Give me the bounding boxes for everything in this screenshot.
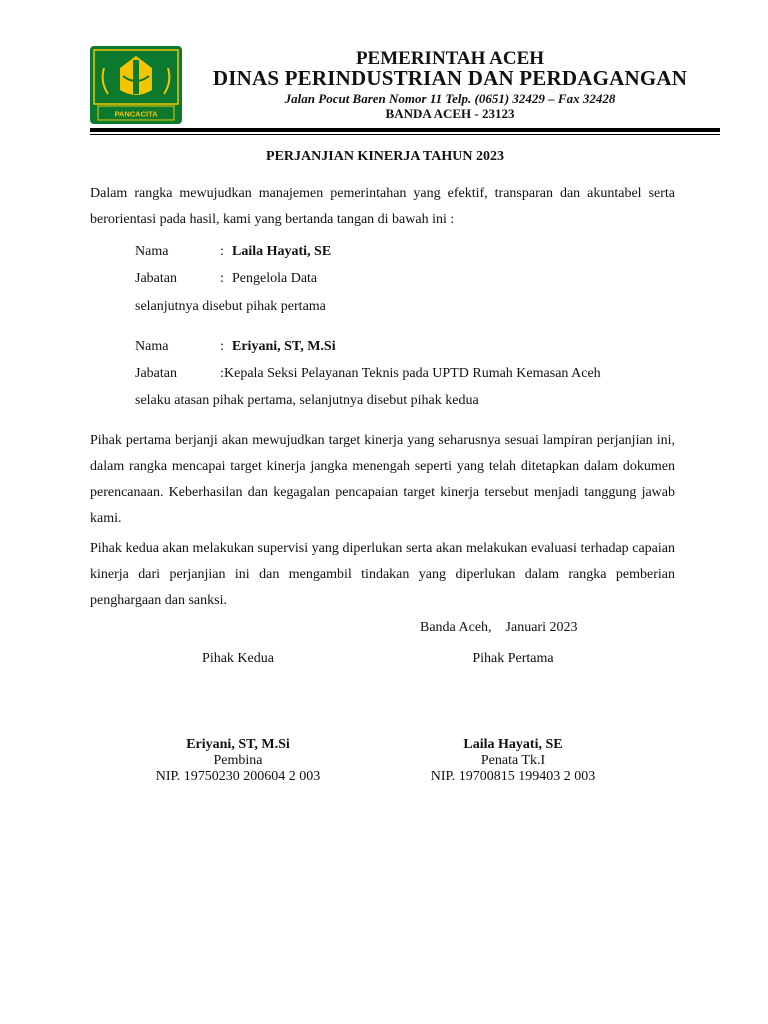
commitment-paragraph: Pihak pertama berjanji akan mewujudkan target kinerja yang seharusnya sesuai lampiran perjanjian ini, dalam rangka mencapai target kinerja jangka menengah seperti yang telah ditetapkan dalam dokumen perencanaan. Keberhasilan dan kegagalan pencapaian target kinerja tersebut menjadi tanggung jawab kami. (90, 433, 675, 526)
letterhead-agency: DINAS PERINDUSTRIAN DAN PERDAGANGAN (212, 66, 688, 90)
party1-position: Pengelola Data (232, 271, 318, 286)
left-signature-block (118, 737, 358, 785)
party2-position-row (135, 366, 601, 382)
aceh-coat-of-arms-logo (90, 46, 182, 124)
logo-text: PANCACITA (114, 109, 158, 119)
intro-paragraph: Dalam rangka mewujudkan manajemen pemerintahan yang efektif, transparan dan akuntabel serta berorientasi pada hasil, kami yang bertanda tangan di bawah ini : (90, 186, 675, 227)
document-title: PERJANJIAN KINERJA TAHUN 2023 (266, 149, 504, 164)
left-signatory-nip: NIP. 19750230 200604 2 003 (155, 769, 321, 784)
party1-name-colon: : (220, 244, 224, 259)
party1-name-label: Nama (135, 244, 169, 259)
party2-position-colon: : (220, 366, 224, 381)
letterhead-thick-rule (90, 128, 720, 132)
party1-position-label: Jabatan (135, 271, 177, 286)
place-date: Banda Aceh, Januari 2023 (420, 620, 578, 635)
supervision-paragraph: Pihak kedua akan melakukan supervisi yang diperlukan serta akan melakukan evaluasi terhadap capaian kinerja dari perjanjian ini dan mengambil tindakan yang diperlukan dalam rangka pemberian penghargaan dan sanksi. (90, 541, 675, 608)
right-signature-block (393, 737, 633, 785)
party1-name: Laila Hayati, SE (232, 244, 332, 259)
left-signatory-rank: Pembina (213, 753, 263, 768)
party1-position-colon: : (220, 271, 224, 286)
right-signatory-rank: Penata Tk.I (480, 753, 546, 768)
party2-position-label: Jabatan (135, 366, 177, 381)
party1-name-row (135, 244, 331, 260)
letterhead-address: Jalan Pocut Baren Nomor 11 Telp. (0651) 32429 – Fax 32428 (284, 91, 616, 106)
right-signatory-nip: NIP. 19700815 199403 2 003 (430, 769, 596, 784)
party2-name: Eriyani, ST, M.Si (232, 339, 336, 354)
party2-name-colon: : (220, 339, 224, 354)
letterhead-government: PEMERINTAH ACEH (355, 48, 545, 69)
party2-name-row (135, 339, 336, 355)
party2-position: Kepala Seksi Pelayanan Teknis pada UPTD Rumah Kemasan Aceh (224, 366, 601, 381)
letterhead-thin-rule (90, 134, 720, 135)
left-signatory-name: Eriyani, ST, M.Si (186, 737, 290, 752)
letterhead-city: BANDA ACEH - 23123 (385, 106, 515, 121)
left-signatory-role: Pihak Kedua (202, 651, 274, 666)
right-signatory-name: Laila Hayati, SE (463, 737, 563, 752)
right-signatory-role: Pihak Pertama (472, 651, 554, 666)
party2-name-label: Nama (135, 339, 169, 354)
party1-position-row (135, 271, 317, 287)
party1-note: selanjutnya disebut pihak pertama (135, 299, 326, 314)
party2-note: selaku atasan pihak pertama, selanjutnya disebut pihak kedua (135, 393, 479, 408)
